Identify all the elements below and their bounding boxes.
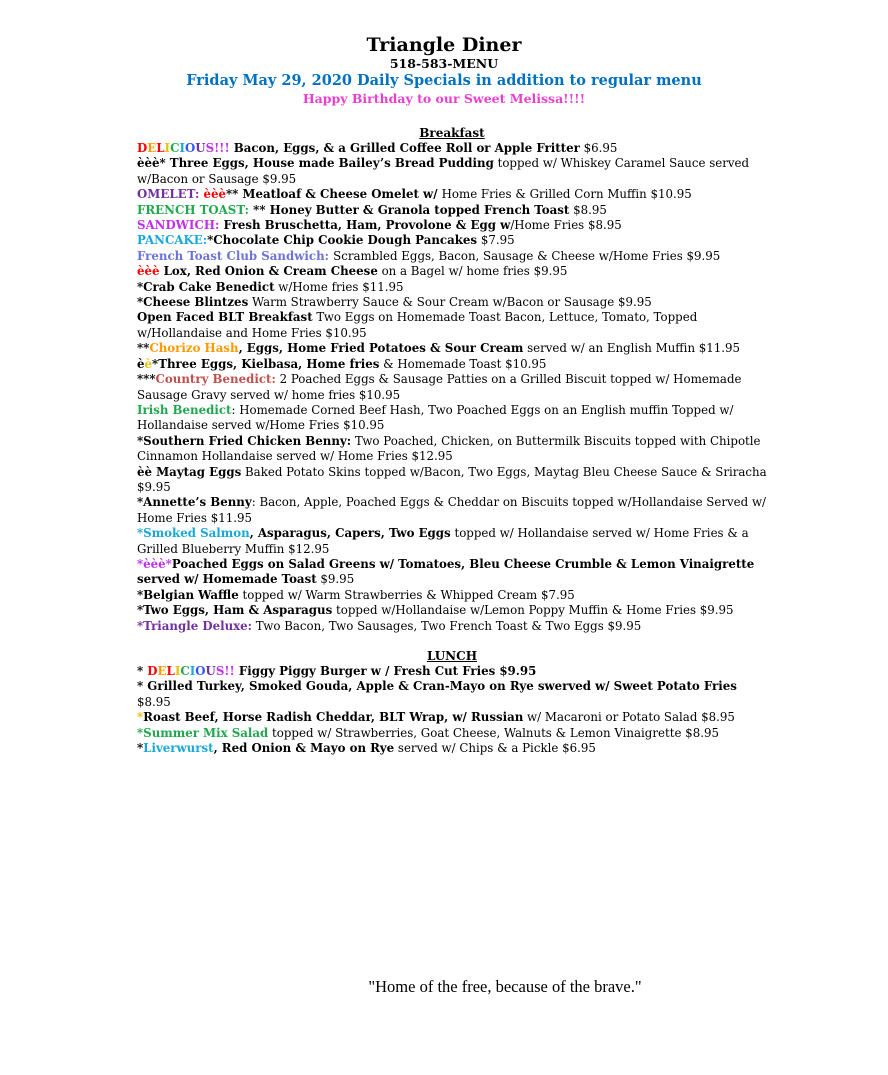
menu-item-text: /Home Fries $8.95 (510, 218, 622, 233)
menu-item-text: C (180, 664, 190, 678)
lunch-heading: LUNCH (426, 649, 478, 663)
menu-item-text: U (205, 664, 216, 678)
menu-item-text: topped w/ Warm Strawberries & Whipped Cream $7.95 (238, 587, 575, 602)
menu-item-text: ѐ (144, 356, 153, 371)
menu-item-text: E (157, 664, 167, 678)
menu-item-text: Liverwurst (143, 741, 214, 756)
menu-item (137, 187, 767, 202)
menu-item-text: S!!! (205, 141, 230, 155)
menu-item (137, 726, 767, 741)
menu-item-text: *** (137, 372, 156, 387)
menu-item-text: Chorizo Hash (149, 341, 239, 356)
menu-item-text: $8.95 (137, 694, 171, 709)
menu-item-text: ** Meatloaf & Cheese Omelet w/ (225, 187, 442, 202)
menu-item-text: served w/ Chips & a Pickle $6.95 (394, 741, 596, 756)
menu-item-text: ** Honey Butter & Granola topped French Toast (253, 202, 570, 217)
menu-item-text: PANCAKE: (137, 233, 208, 248)
menu-item (137, 357, 767, 372)
menu-item-text: Scrambled Eggs, Bacon, Sausage & Cheese w/Home Fries $9.95 (333, 248, 721, 263)
menu-item-text: OMELET: (137, 187, 204, 202)
menu-item-text: Two Eggs on Homemade Toast Bacon, Lettuce, Tomato, Topped w/Hollandaise and Home Fries $10.95 (137, 310, 698, 340)
menu-item (137, 203, 767, 218)
menu-item-text: Baked Potato Skins topped w/Bacon, Two Eggs, Maytag Bleu Cheese Sauce & Sriracha $9.95 (137, 464, 767, 494)
menu-item-text: *ѐѐѐ* (137, 556, 172, 571)
menu-item (137, 141, 767, 156)
menu-item-text: Open Faced BLT Breakfast (137, 310, 313, 325)
menu-item-text: I (189, 664, 196, 678)
menu-item-text: , Asparagus, Capers, Two Eggs (249, 526, 451, 541)
menu-item-text: *Three Eggs, Kielbasa, Home fries (152, 356, 380, 371)
menu-item-text: Home Fries & Grilled Corn Muffin $10.95 (441, 187, 692, 202)
birthday-message: Happy Birthday to our Sweet Melissa!!!! (302, 91, 586, 106)
menu-item-text: C (170, 141, 180, 155)
menu-item-text: *Crab Cake Benedict (137, 279, 275, 294)
menu-item-text: *Triangle Deluxe: (137, 618, 253, 633)
menu-item (137, 295, 767, 310)
menu-item-text: *Cheese Blintzes (137, 295, 249, 310)
menu-item-text: ѐѐ Maytag Eggs (137, 464, 242, 479)
menu-item-text: *Two Eggs, Ham & Asparagus (137, 603, 333, 618)
menu-item-text: L (156, 141, 165, 155)
section-spacer (137, 634, 767, 649)
menu-item (137, 218, 767, 233)
menu-item-text: Country Benedict: (155, 372, 276, 387)
menu-item-text: : Bacon, Apple, Poached Eggs & Cheddar on Biscuits topped w/Hollandaise Served w/ Home Fries $11.95 (137, 495, 767, 525)
menu-item (137, 710, 767, 725)
menu-item-text: E (147, 141, 157, 155)
menu-item-text: D (147, 664, 158, 678)
menu-item-text: $6.95 (579, 141, 618, 155)
menu-item-text: French Toast Club Sandwich: (137, 248, 334, 263)
menu-item-text: Bacon, Eggs, & a Grilled Coffee Roll or Apple Fritter (229, 141, 580, 155)
menu-item-text: topped w/ Strawberries, Goat Cheese, Walnuts & Lemon Vinaigrette $8.95 (268, 725, 719, 740)
menu-item-text: ѐѐѐ (137, 264, 160, 279)
lunch-list (137, 664, 767, 756)
menu-item-text: & Homemade Toast $10.95 (379, 356, 547, 371)
menu-item-text: ** (137, 341, 150, 356)
menu-item-text: w/Home fries $11.95 (274, 279, 404, 294)
menu-item-text: D (137, 141, 148, 155)
menu-item-text: FRENCH TOAST: (137, 202, 254, 217)
menu-item-text: Roast Beef, Horse Radish Cheddar, BLT Wrap, w/ Russian (143, 710, 524, 725)
menu-item (137, 233, 767, 248)
menu-item (137, 679, 767, 710)
menu-item-text: U (195, 141, 206, 155)
menu-item-text: *Chocolate Chip Cookie Dough Pancakes (207, 233, 478, 248)
menu-item-text: * (137, 710, 144, 725)
menu-item (137, 603, 767, 618)
menu-item-text: *Belgian Waffle (137, 587, 239, 602)
menu-item-text: S!! (215, 664, 235, 678)
menu-item-text: Lox, Red Onion & Cream Cheese (159, 264, 378, 279)
menu-item-text: 2 Poached Eggs & Sausage Patties on a Grilled Biscuit topped w/ Homemade Sausage Gravy served w/ home fries $10.95 (137, 372, 742, 402)
menu-item (137, 341, 767, 356)
menu-item (137, 310, 767, 341)
menu-item (137, 465, 767, 496)
menu-item-text: $7.95 (477, 233, 515, 248)
menu-item-text: *Summer Mix Salad (137, 725, 269, 740)
menu-item (137, 264, 767, 279)
menu-item-text: Irish Benedict (137, 402, 232, 417)
menu-body (137, 126, 767, 756)
menu-item-text: I (174, 664, 181, 678)
breakfast-list (137, 141, 767, 634)
menu-item-text: * (137, 741, 144, 756)
menu-item (137, 588, 767, 603)
menu-item-text: L (166, 664, 175, 678)
menu-item-text: ѐѐѐ* Three Eggs, House made Bailey’s Bread Pudding (137, 156, 494, 171)
menu-item-text: O (184, 141, 196, 155)
menu-item (137, 741, 767, 756)
footer-quote: "Home of the free, because of the brave." (368, 977, 642, 996)
menu-item-text: , Eggs, Home Fried Potatoes & Sour Cream (238, 341, 524, 356)
menu-item-text: on a Bagel w/ home fries $9.95 (377, 264, 568, 279)
menu-item-text: topped w/ Hollandaise served w/ Home Fries & a Grilled Blueberry Muffin $12.95 (137, 526, 749, 556)
menu-item-text: *Southern Fried Chicken Benny: (137, 433, 352, 448)
menu-item-text: w/ Macaroni or Potato Salad $8.95 (523, 710, 735, 725)
menu-item-text: Warm Strawberry Sauce & Sour Cream w/Bacon or Sausage $9.95 (248, 295, 652, 310)
menu-item-text: * Grilled Turkey, Smoked Gouda, Apple & Cran-Mayo on Rye swerved w/ Sweet Potato Fries (137, 679, 737, 694)
menu-item-text: Two Poached, Chicken, on Buttermilk Biscuits topped with Chipotle Cinnamon Hollandaise served w/ Home Fries $12.95 (137, 433, 761, 464)
restaurant-title: Triangle Diner (366, 34, 522, 56)
daily-specials-line: Friday May 29, 2020 Daily Specials in addition to regular menu (186, 72, 702, 89)
breakfast-heading: Breakfast (419, 126, 485, 140)
menu-item-text: $8.95 (569, 202, 607, 217)
menu-item (137, 156, 767, 187)
menu-item (137, 664, 767, 679)
menu-item-text: Figgy Piggy Burger w / Fresh Cut Fries $9.95 (234, 664, 537, 678)
menu-item-text: *Smoked Salmon (137, 526, 250, 541)
menu-item (137, 249, 767, 264)
menu-item-text: I (164, 141, 171, 155)
menu-item (137, 557, 767, 588)
menu-item-text: : Homemade Corned Beef Hash, Two Poached Eggs on an English muffin Topped w/ Hollandaise served w/Home Fries $10.95 (137, 402, 734, 433)
menu-item-text: topped w/Hollandaise w/Lemon Poppy Muffin & Home Fries $9.95 (332, 603, 734, 618)
menu-item-text: Fresh Bruschetta, Ham, Provolone & Egg w (223, 218, 511, 233)
menu-item-text: Two Bacon, Two Sausages, Two French Toast & Two Eggs $9.95 (252, 618, 642, 633)
menu-item-text: ѐѐѐ (203, 187, 226, 202)
menu-item-text: $9.95 (316, 572, 355, 587)
menu-item-text: served w/ an English Muffin $11.95 (523, 341, 741, 356)
menu-item (137, 619, 767, 634)
menu-item-text: Poached Eggs on Salad Greens w/ Tomatoes, Bleu Cheese Crumble & Lemon Vinaigrette served w/ Homemade Toast (137, 556, 755, 587)
phone-number: 518-583-MENU (389, 56, 499, 71)
menu-item-text: ѐ (137, 356, 145, 371)
menu-item-text: I (179, 141, 185, 155)
menu-item (137, 495, 767, 526)
menu-item (137, 434, 767, 465)
menu-item-text: SANDWICH: (137, 218, 224, 233)
menu-item-text: * (137, 664, 148, 678)
menu-item (137, 403, 767, 434)
menu-item-text: , Red Onion & Mayo on Rye (213, 741, 395, 756)
menu-item (137, 526, 767, 557)
menu-header (0, 34, 888, 107)
menu-item-text: O (195, 664, 206, 678)
menu-item (137, 280, 767, 295)
menu-item (137, 372, 767, 403)
menu-item-text: *Annette’s Benny (137, 495, 252, 510)
menu-item-text: topped w/ Whiskey Caramel Sauce served w/Bacon or Sausage $9.95 (137, 156, 750, 186)
